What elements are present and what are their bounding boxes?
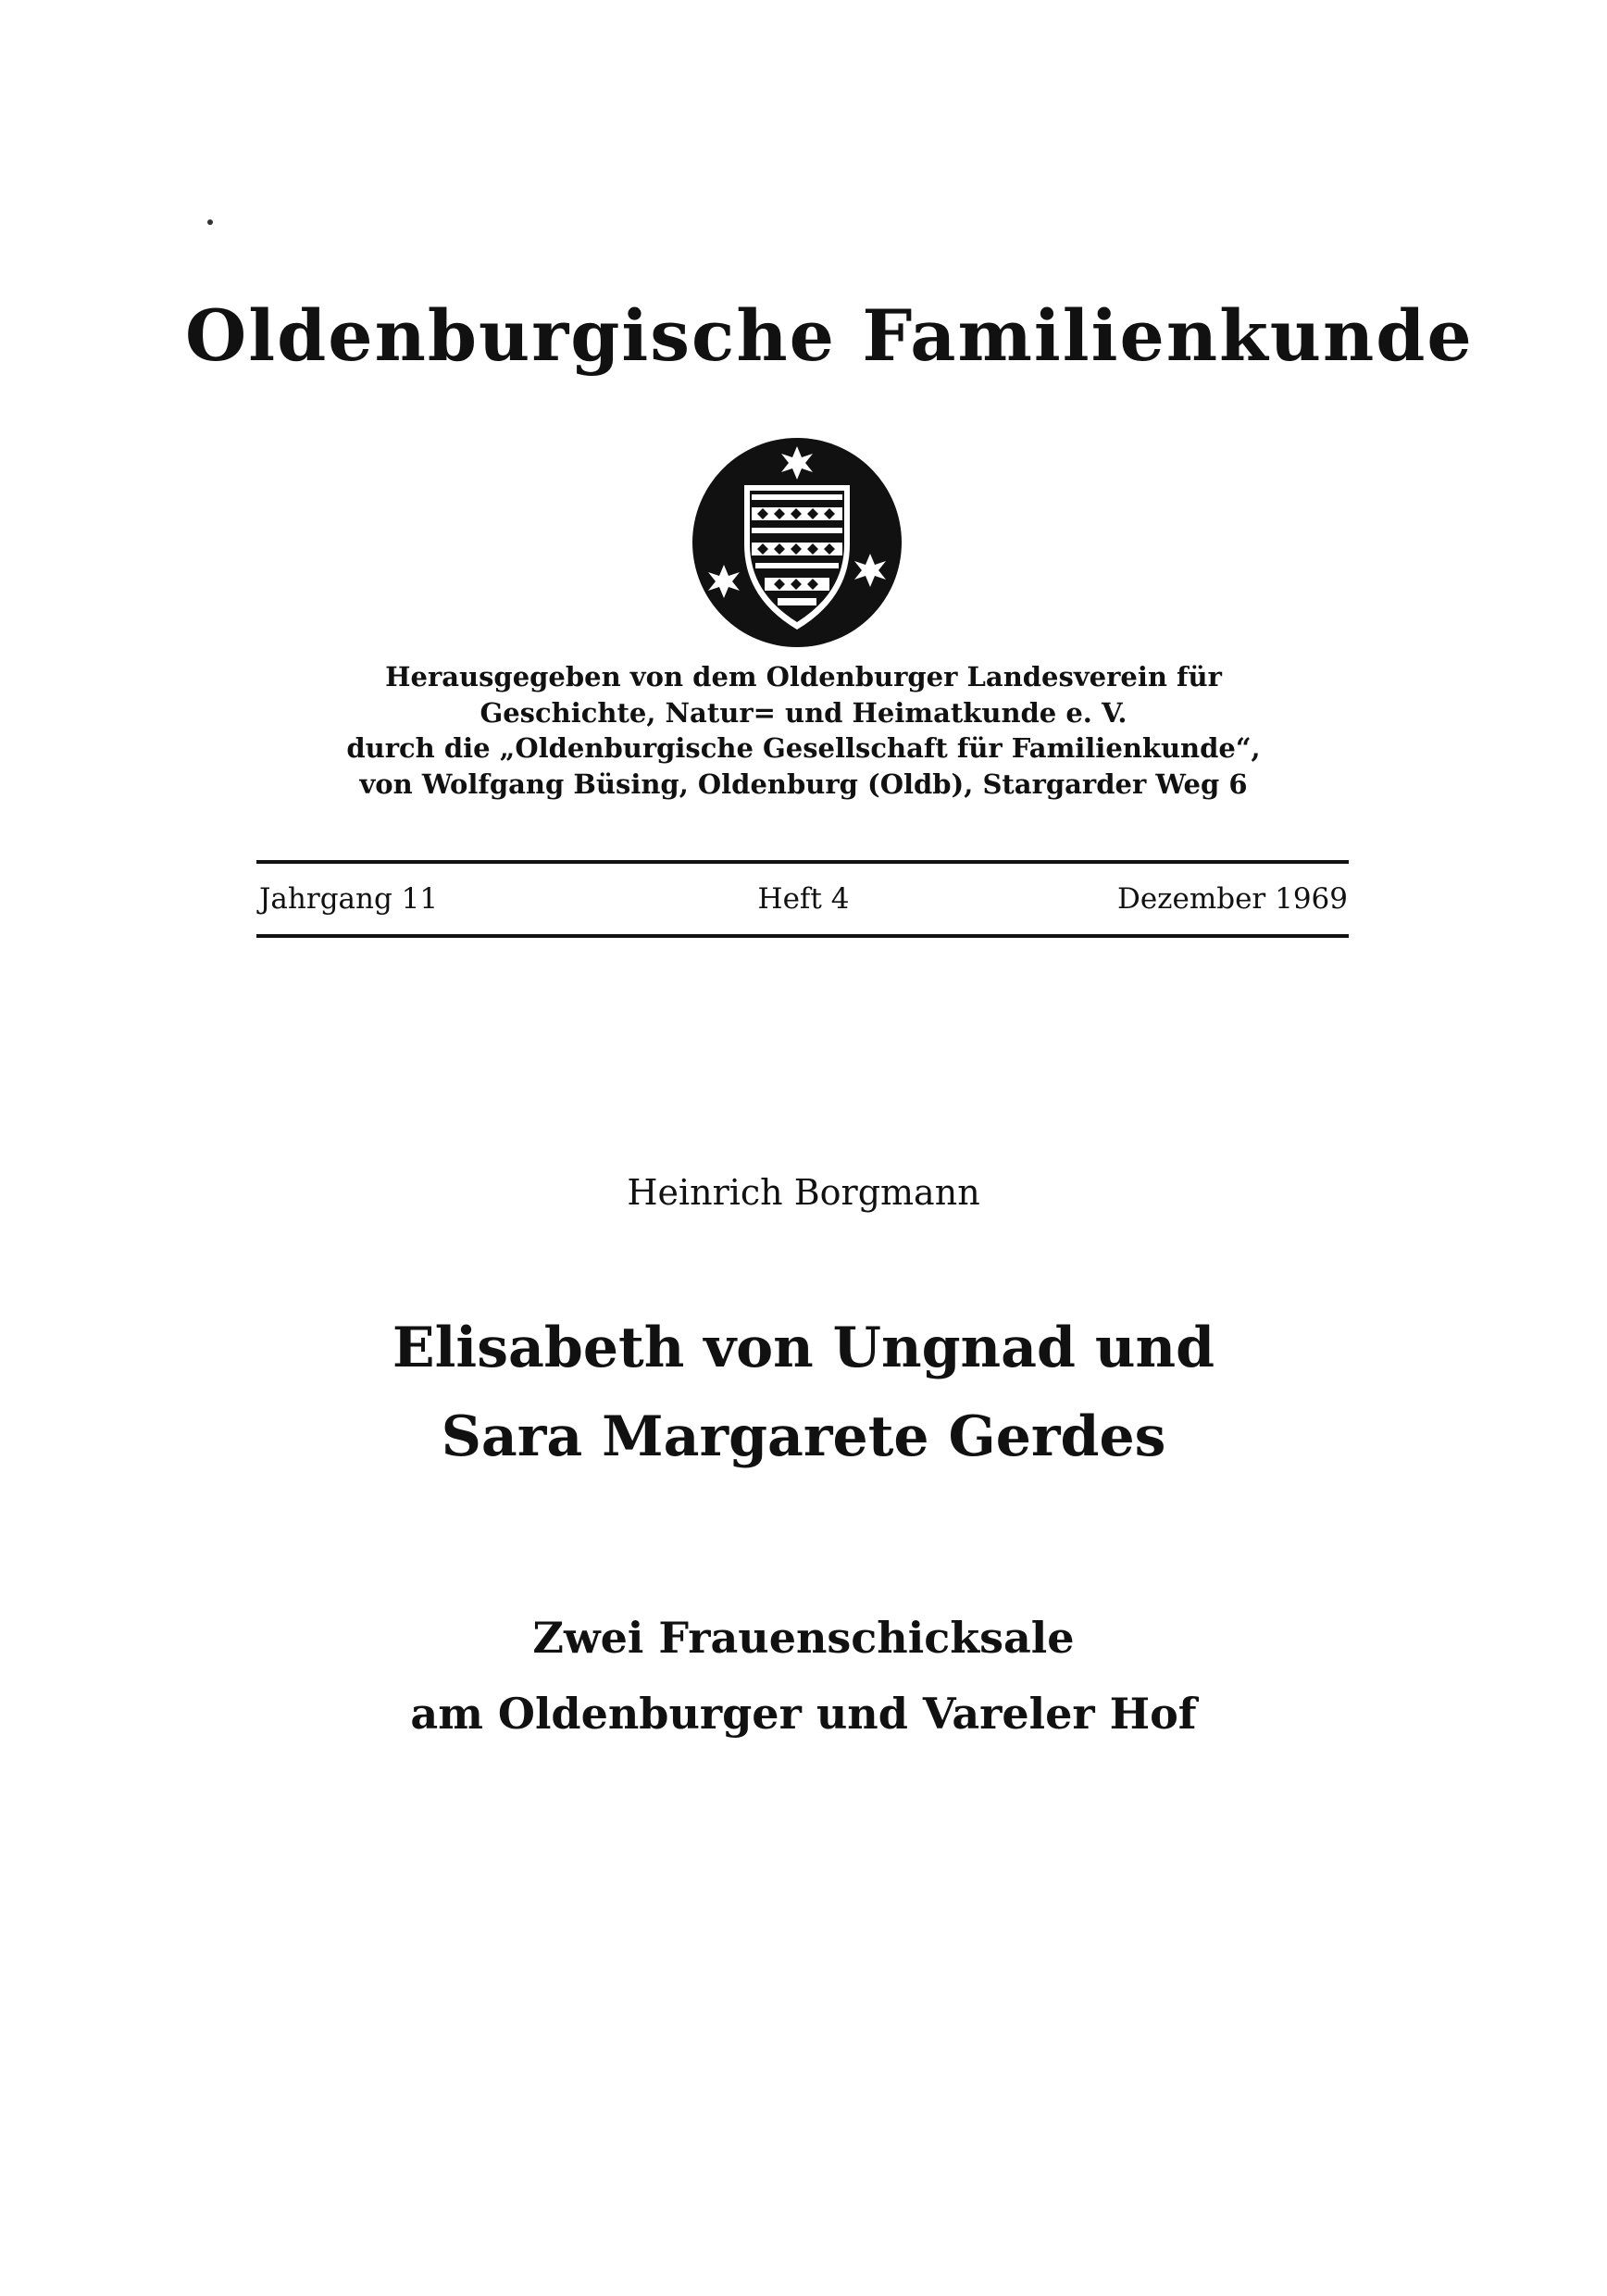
- article-subtitle: [139, 1600, 1468, 1752]
- subtitle-line: Zwei Frauenschicksale: [532, 1613, 1075, 1663]
- journal-title: Oldenburgische Familienkunde: [185, 294, 1474, 377]
- publisher-block: [231, 659, 1376, 802]
- subtitle-line: am Oldenburger und Vareler Hof: [410, 1689, 1197, 1739]
- publisher-line: Herausgegeben von dem Oldenburger Landesverein für: [385, 661, 1222, 693]
- issue-volume: Jahrgang 11: [259, 882, 439, 916]
- issue-number: Heft 4: [757, 882, 850, 916]
- stray-dot: [207, 219, 213, 225]
- coat-of-arms-icon: [691, 433, 903, 655]
- publisher-line: von Wolfgang Büsing, Oldenburg (Oldb), Stargarder Weg 6: [359, 767, 1248, 800]
- issue-info: [259, 880, 1348, 917]
- article-title: [139, 1304, 1468, 1481]
- divider-bottom: [256, 934, 1349, 938]
- title-line: Sara Margarete Gerdes: [441, 1404, 1166, 1469]
- title-line: Elisabeth von Ungnad und: [392, 1316, 1215, 1380]
- divider-top: [256, 860, 1349, 864]
- article-author: Heinrich Borgmann: [627, 1172, 980, 1213]
- issue-date: Dezember 1969: [1116, 882, 1348, 916]
- publisher-line: Geschichte, Natur= und Heimatkunde e. V.: [480, 696, 1127, 729]
- publisher-line: durch die „Oldenburgische Gesellschaft für Familienkunde“,: [346, 732, 1261, 764]
